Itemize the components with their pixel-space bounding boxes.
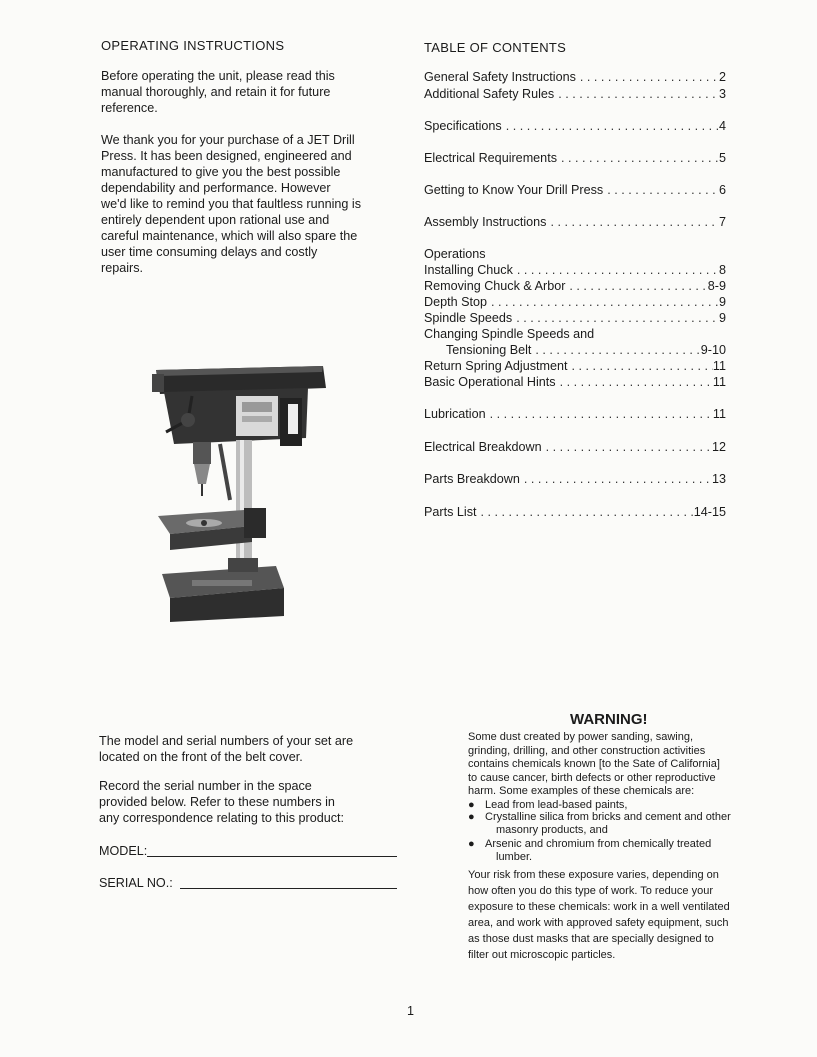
toc-entry-title: Removing Chuck & Arbor (424, 279, 566, 293)
toc-entry[interactable] (424, 119, 726, 133)
thanks-line: entirely dependent upon rational use and (101, 213, 330, 227)
toc-entry-title: Parts List (424, 505, 477, 519)
toc-entry[interactable] (424, 375, 726, 389)
warning-line: exposure to these chemicals: work in a well ventilated (468, 901, 730, 913)
toc-entry[interactable] (424, 215, 726, 229)
toc-entry-page: 3 (718, 87, 726, 101)
bullet-text: lumber. (496, 851, 533, 863)
toc-entry-page: 9-10 (700, 343, 726, 357)
toc-entry[interactable] (424, 87, 726, 101)
toc-entry-page: 8-9 (707, 279, 726, 293)
thanks-line: we'd like to remind you that faultless running is (101, 197, 362, 211)
toc-entry-page: 7 (718, 215, 726, 229)
operating-instructions-heading: OPERATING INSTRUCTIONS (101, 38, 285, 53)
toc-section-title (424, 247, 726, 261)
toc-entry-title: Parts Breakdown (424, 472, 520, 486)
thanks-line: We thank you for your purchase of a JET Drill (101, 133, 355, 147)
toc-entry-page: 9 (718, 295, 726, 309)
toc-entry-page: 5 (718, 151, 726, 165)
serial-label: SERIAL NO.: (99, 876, 173, 890)
toc-entry-page: 12 (711, 440, 726, 454)
toc-entry-page: 11 (712, 359, 726, 373)
toc-entry[interactable] (424, 505, 726, 519)
toc-entry-title: Additional Safety Rules (424, 87, 555, 101)
toc-entry-page: 4 (718, 119, 726, 133)
warning-line: as those dust masks that are specially designed to (468, 933, 714, 945)
thanks-line: manufactured to give you the best possible (101, 165, 341, 179)
toc-entry-title: Installing Chuck (424, 263, 513, 277)
toc-entry-title: Return Spring Adjustment (424, 359, 568, 373)
toc-entry-page: 11 (712, 375, 726, 389)
toc-entry-title: Specifications (424, 119, 502, 133)
serial-line: located on the front of the belt cover. (99, 750, 303, 764)
toc-entry-page: 11 (712, 407, 726, 421)
toc-entry[interactable] (424, 440, 726, 454)
intro-line: Before operating the unit, please read this (101, 69, 335, 83)
toc-entry-title: Getting to Know Your Drill Press (424, 183, 604, 197)
toc-entry[interactable] (424, 407, 726, 421)
toc-entry-title: Electrical Breakdown (424, 440, 542, 454)
serial-line: Record the serial number in the space (99, 779, 312, 793)
toc-entry[interactable] (424, 279, 726, 293)
toc-entry-continued (424, 327, 726, 341)
toc-entry-page: 2 (718, 70, 726, 84)
toc-entry-title: Depth Stop (424, 295, 488, 309)
toc-entry[interactable] (424, 151, 726, 165)
bullet-text: Crystalline silica from bricks and cement and other (485, 811, 731, 823)
warning-line: area, and work with approved safety equipment, such (468, 917, 729, 929)
thanks-line: user time consuming delays and costly (101, 245, 318, 259)
bullet-text: Arsenic and chromium from chemically treated (485, 838, 712, 850)
page-number: 1 (407, 1004, 415, 1018)
toc-entry-title: Lubrication (424, 407, 486, 421)
serial-record-paragraph (99, 778, 399, 826)
thanks-line: careful maintenance, which will also spare the (101, 229, 358, 243)
toc-entry[interactable] (424, 183, 726, 197)
warning-line: grinding, drilling, and other construction activities (468, 744, 706, 757)
toc-entry-title: Assembly Instructions (424, 215, 547, 229)
bullet-icon: ● (468, 838, 475, 850)
serial-field-line[interactable] (180, 888, 397, 889)
bullet-icon: ● (468, 811, 475, 823)
warning-paragraph (468, 731, 768, 799)
drill-press-illustration (148, 360, 338, 630)
toc-entry-page: 6 (718, 183, 726, 197)
warning-line: how often you do this type of work. To reduce your (468, 885, 713, 897)
toc-entry[interactable] (424, 295, 726, 309)
intro-paragraph (101, 68, 401, 116)
bullet-icon: ● (468, 799, 475, 811)
warning-line: harm. Some examples of these chemicals are: (468, 785, 695, 797)
model-field-line[interactable] (147, 856, 397, 857)
toc-entry-title: General Safety Instructions (424, 70, 576, 84)
warning-line: Your risk from these exposure varies, depending on (468, 869, 719, 881)
warning-closing-paragraph (468, 867, 768, 963)
thanks-line: Press. It has been designed, engineered and (101, 149, 352, 163)
thanks-line: dependability and performance. However (101, 181, 331, 195)
warning-line: contains chemicals known [to the Sate of California] (468, 758, 720, 770)
toc-entry[interactable] (424, 359, 726, 373)
thanks-line: repairs. (101, 261, 143, 275)
toc-entry[interactable] (424, 472, 726, 486)
intro-line: reference. (101, 101, 158, 115)
toc-entry-page: 13 (711, 472, 726, 486)
toc-entry[interactable] (446, 343, 726, 357)
toc-entry-title: Spindle Speeds (424, 311, 513, 325)
warning-line: Some dust created by power sanding, sawing, (468, 731, 694, 743)
serial-location-paragraph (99, 733, 399, 765)
toc-entry-title: Basic Operational Hints (424, 375, 556, 389)
thanks-paragraph (101, 132, 401, 276)
serial-line: any correspondence relating to this product: (99, 811, 345, 825)
bullet-text: Lead from lead-based paints, (485, 799, 628, 811)
toc-entry-page: 9 (718, 311, 726, 325)
toc-entry-title: Electrical Requirements (424, 151, 557, 165)
toc-heading: TABLE OF CONTENTS (424, 40, 567, 55)
toc-entry[interactable] (424, 263, 726, 277)
toc-entry[interactable] (424, 70, 726, 84)
bullet-text: masonry products, and (496, 824, 608, 836)
toc-entry-title: Changing Spindle Speeds and (424, 327, 595, 341)
serial-line: provided below. Refer to these numbers in (99, 795, 335, 809)
warning-title: WARNING! (570, 711, 648, 728)
serial-line: The model and serial numbers of your set are (99, 734, 354, 748)
warning-line: filter out microscopic particles. (468, 949, 616, 961)
toc-entry-page: 14-15 (693, 505, 726, 519)
toc-entry-page: 8 (718, 263, 726, 277)
intro-line: manual thoroughly, and retain it for future (101, 85, 331, 99)
toc-entry-title: Tensioning Belt (446, 343, 532, 357)
toc-section-operations: Operations (424, 247, 486, 261)
toc-entry[interactable] (424, 311, 726, 325)
model-label: MODEL: (99, 844, 148, 858)
warning-line: to cause cancer, birth defects or other reproductive (468, 771, 716, 784)
